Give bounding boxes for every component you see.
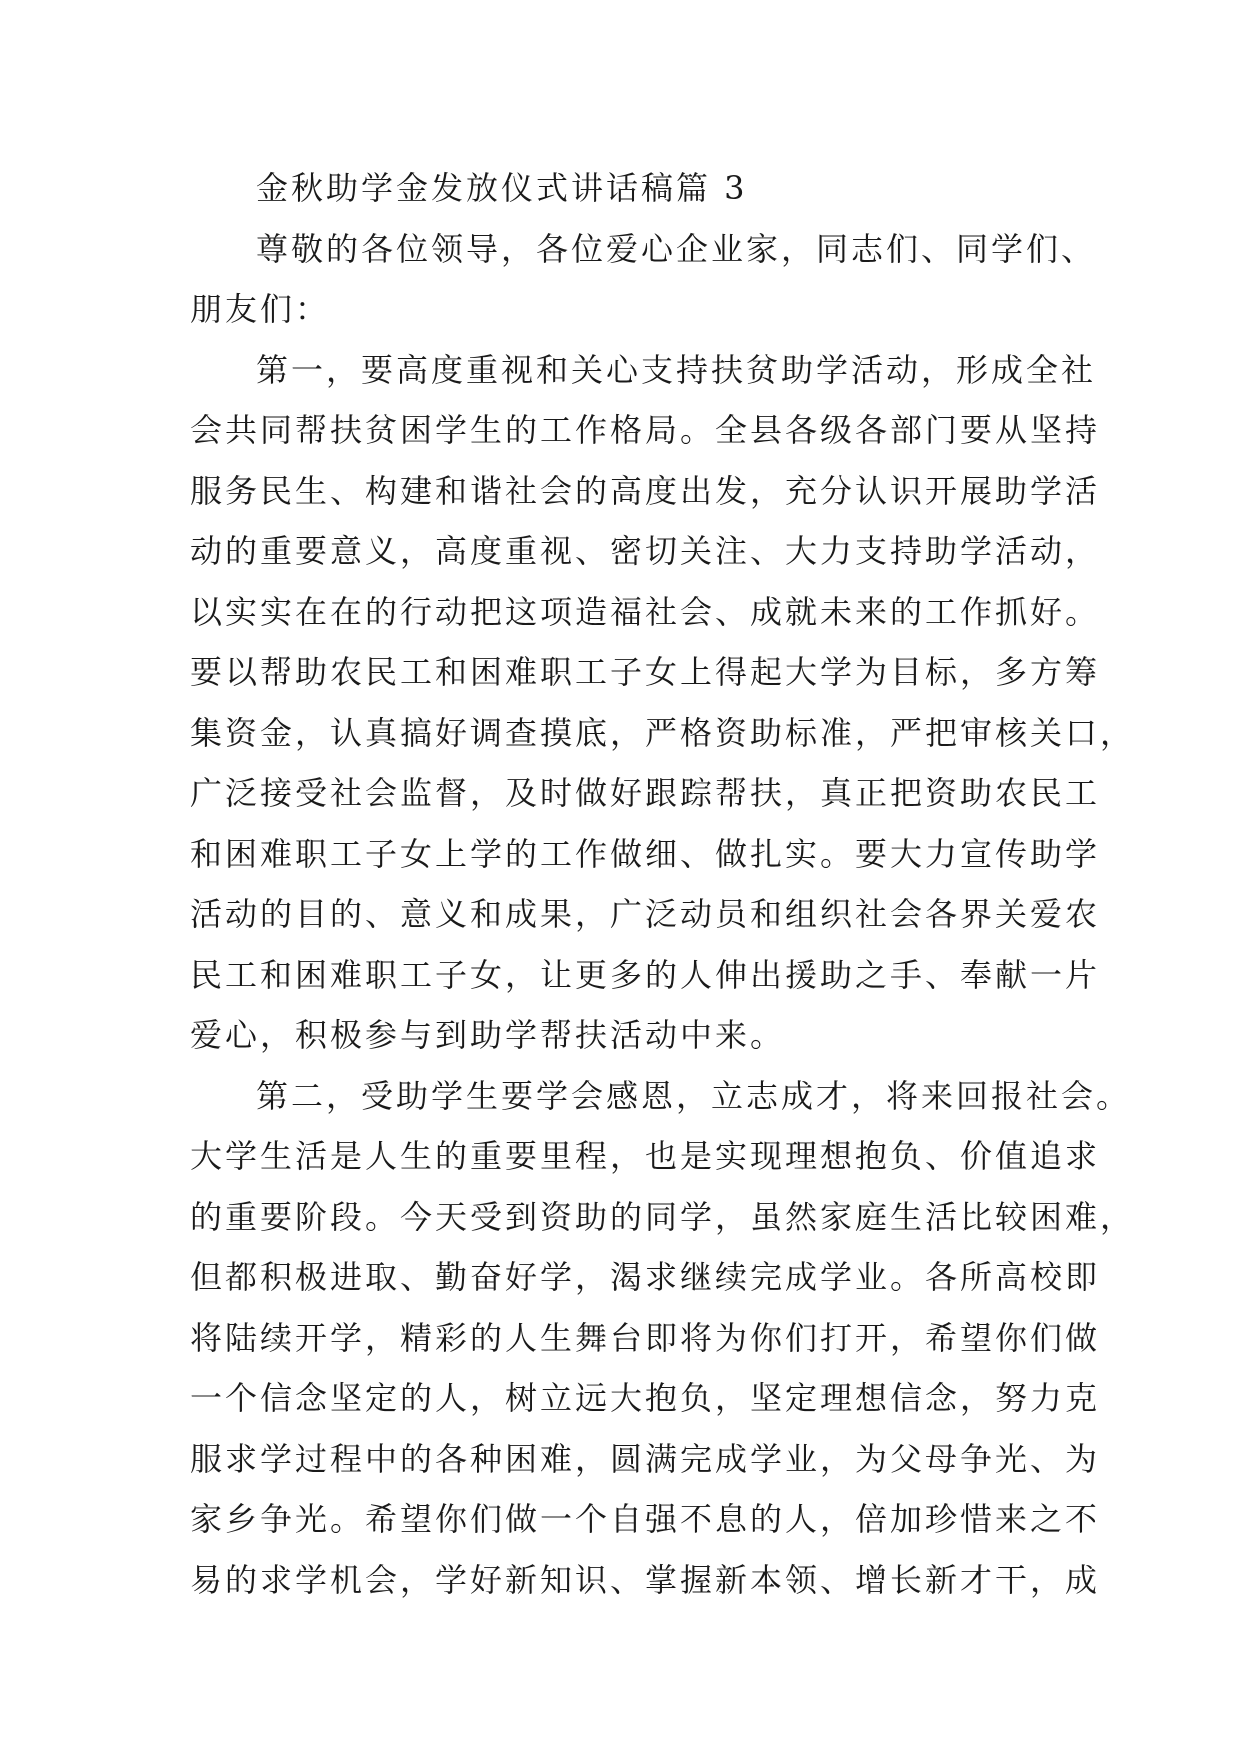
document-body — [190, 158, 1136, 1610]
paragraph-2-line: 但都积极进取、勤奋好学，渴求继续完成学业。各所高校即 — [190, 1258, 1101, 1296]
paragraph-2-line: 的重要阶段。今天受到资助的同学，虽然家庭生活比较困难， — [190, 1197, 1136, 1236]
paragraph-1-line: 爱心，积极参与到助学帮扶活动中来。 — [190, 1016, 786, 1054]
salutation-line-1: 尊敬的各位领导，各位爱心企业家，同志们、同学们、 — [256, 229, 1097, 268]
paragraph-1-line: 广泛接受社会监督，及时做好跟踪帮扶，真正把资助农民工 — [190, 774, 1101, 812]
paragraph-1-line: 服务民生、构建和谐社会的高度出发，充分认识开展助学活 — [190, 471, 1101, 510]
paragraph-1-line: 会共同帮扶贫困学生的工作格局。全县各级各部门要从坚持 — [190, 411, 1101, 449]
document-title: 金秋助学金发放仪式讲话稿篇 3 — [256, 169, 748, 207]
salutation-line-2: 朋友们： — [190, 290, 331, 328]
paragraph-1-line: 第一，要高度重视和关心支持扶贫助学活动，形成全社 — [256, 350, 1097, 389]
paragraph-2-line: 家乡争光。希望你们做一个自强不息的人，倍加珍惜来之不 — [190, 1500, 1101, 1538]
paragraph-2-line: 易的求学机会，学好新知识、掌握新本领、增长新才干，成 — [190, 1560, 1101, 1599]
paragraph-1-line: 活动的目的、意义和成果，广泛动员和组织社会各界关爱农 — [190, 895, 1101, 933]
paragraph-1-line: 集资金，认真搞好调查摸底，严格资助标准，严把审核关口， — [190, 713, 1136, 752]
paragraph-2-line: 第二，受助学生要学会感恩，立志成才，将来回报社会。 — [256, 1076, 1132, 1115]
paragraph-1-line: 民工和困难职工子女，让更多的人伸出援助之手、奉献一片 — [190, 955, 1101, 994]
paragraph-1-line: 要以帮助农民工和困难职工子女上得起大学为目标，多方筹 — [190, 653, 1101, 691]
paragraph-2-line: 大学生活是人生的重要里程，也是实现理想抱负、价值追求 — [190, 1137, 1101, 1175]
paragraph-1-line: 和困难职工子女上学的工作做细、做扎实。要大力宣传助学 — [190, 834, 1101, 873]
paragraph-2-line: 服求学过程中的各种困难，圆满完成学业，为父母争光、为 — [190, 1439, 1101, 1478]
paragraph-1-line: 以实实在在的行动把这项造福社会、成就未来的工作抓好。 — [190, 592, 1101, 631]
paragraph-2-line: 一个信念坚定的人，树立远大抱负，坚定理想信念，努力克 — [190, 1379, 1101, 1417]
paragraph-2-line: 将陆续开学，精彩的人生舞台即将为你们打开，希望你们做 — [190, 1318, 1101, 1357]
paragraph-1-line: 动的重要意义，高度重视、密切关注、大力支持助学活动， — [190, 532, 1101, 570]
